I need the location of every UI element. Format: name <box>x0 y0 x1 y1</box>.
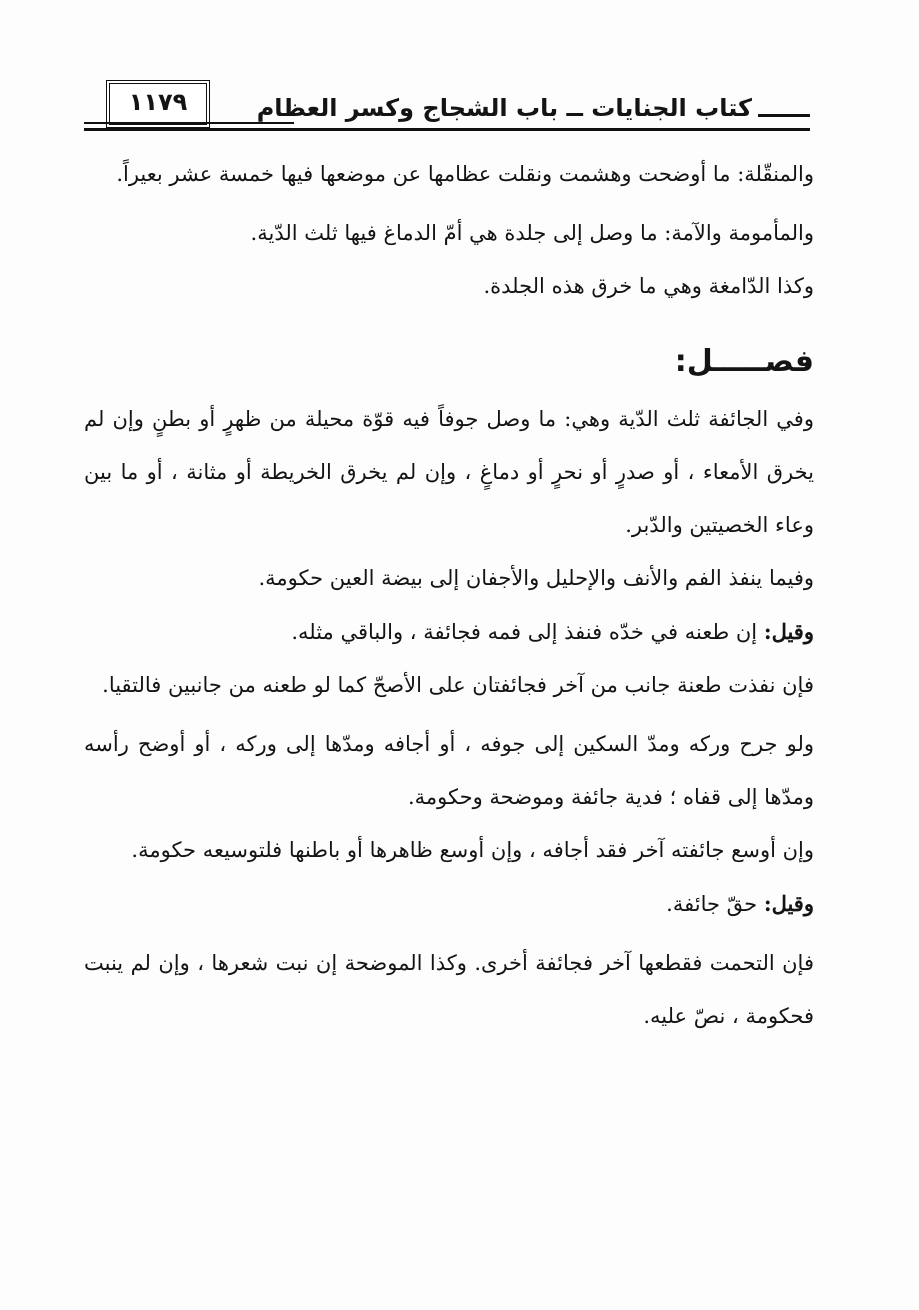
paragraph-warik: ولو جرح وركه ومدّ السكين إلى جوفه ، أو أجافه ومدّها إلى وركه ، أو أوضح رأسه ومدّها إلى قفاه ؛ فدية جائفة وموضحة وحكومة. <box>84 732 814 809</box>
paragraph-hukuma: وفيما ينفذ الفم والأنف والإحليل والأجفان إلى بيضة العين حكومة. <box>258 566 814 590</box>
paragraph-awsa: وإن أوسع جائفته آخر فقد أجافه ، وإن أوسع ظاهرها أو باطنها فلتوسيعه حكومة. <box>131 838 814 862</box>
section-heading: فصـــــل: <box>674 344 814 379</box>
qila-lead: وقيل: <box>763 619 814 644</box>
page-header <box>84 80 810 132</box>
paragraph-damigha: وكذا الدّامغة وهي ما خرق هذه الجلدة. <box>483 274 814 298</box>
page-number-box <box>106 80 210 128</box>
qila-lead: وقيل: <box>763 891 814 916</box>
paragraph-qila-1 <box>84 605 814 659</box>
header-rule <box>84 128 810 131</box>
header-rule-left <box>84 122 294 124</box>
paragraph-jaifatan: فإن نفذت طعنة جانب من آخر فجائفتان على الأصحّ كما لو طعنه من جانبين فالتقيا. <box>102 673 814 697</box>
title-dash <box>758 114 810 117</box>
qila-text: حقّ جائفة. <box>666 892 764 916</box>
running-title: كتاب الجنايات ــ باب الشجاج وكسر العظام <box>256 94 752 122</box>
qila-text: إن طعنه في خدّه فنفذ إلى فمه فجائفة ، والباقي مثله. <box>291 620 764 644</box>
paragraph-munaqqila: والمنقّلة: ما أوضحت وهشمت ونقلت عظامها عن موضعها فيها خمسة عشر بعيراً. <box>116 162 814 186</box>
paragraph-jaifa: وفي الجائفة ثلث الدّية وهي: ما وصل جوفاً فيه قوّة محيلة من ظهرٍ أو بطنٍ وإن لم يخرق الأمعاء ، أو صدرٍ أو نحرٍ أو دماغٍ ، وإن لم يخرق الخريطة أو مثانة ، أو ما بين وعاء الخصيتين والدّبر. <box>84 407 814 537</box>
page-number: ١١٧٩ <box>128 88 188 116</box>
paragraph-iltahamat: فإن التحمت فقطعها آخر فجائفة أخرى. وكذا الموضحة إن نبت شعرها ، وإن لم ينبت فحكومة ، نصّ عليه. <box>84 951 814 1028</box>
page-body <box>84 148 814 1043</box>
paragraph-qila-2 <box>84 877 814 931</box>
paragraph-mamuma: والمأمومة والآمة: ما وصل إلى جلدة هي أمّ الدماغ فيها ثلث الدّية. <box>250 221 814 245</box>
